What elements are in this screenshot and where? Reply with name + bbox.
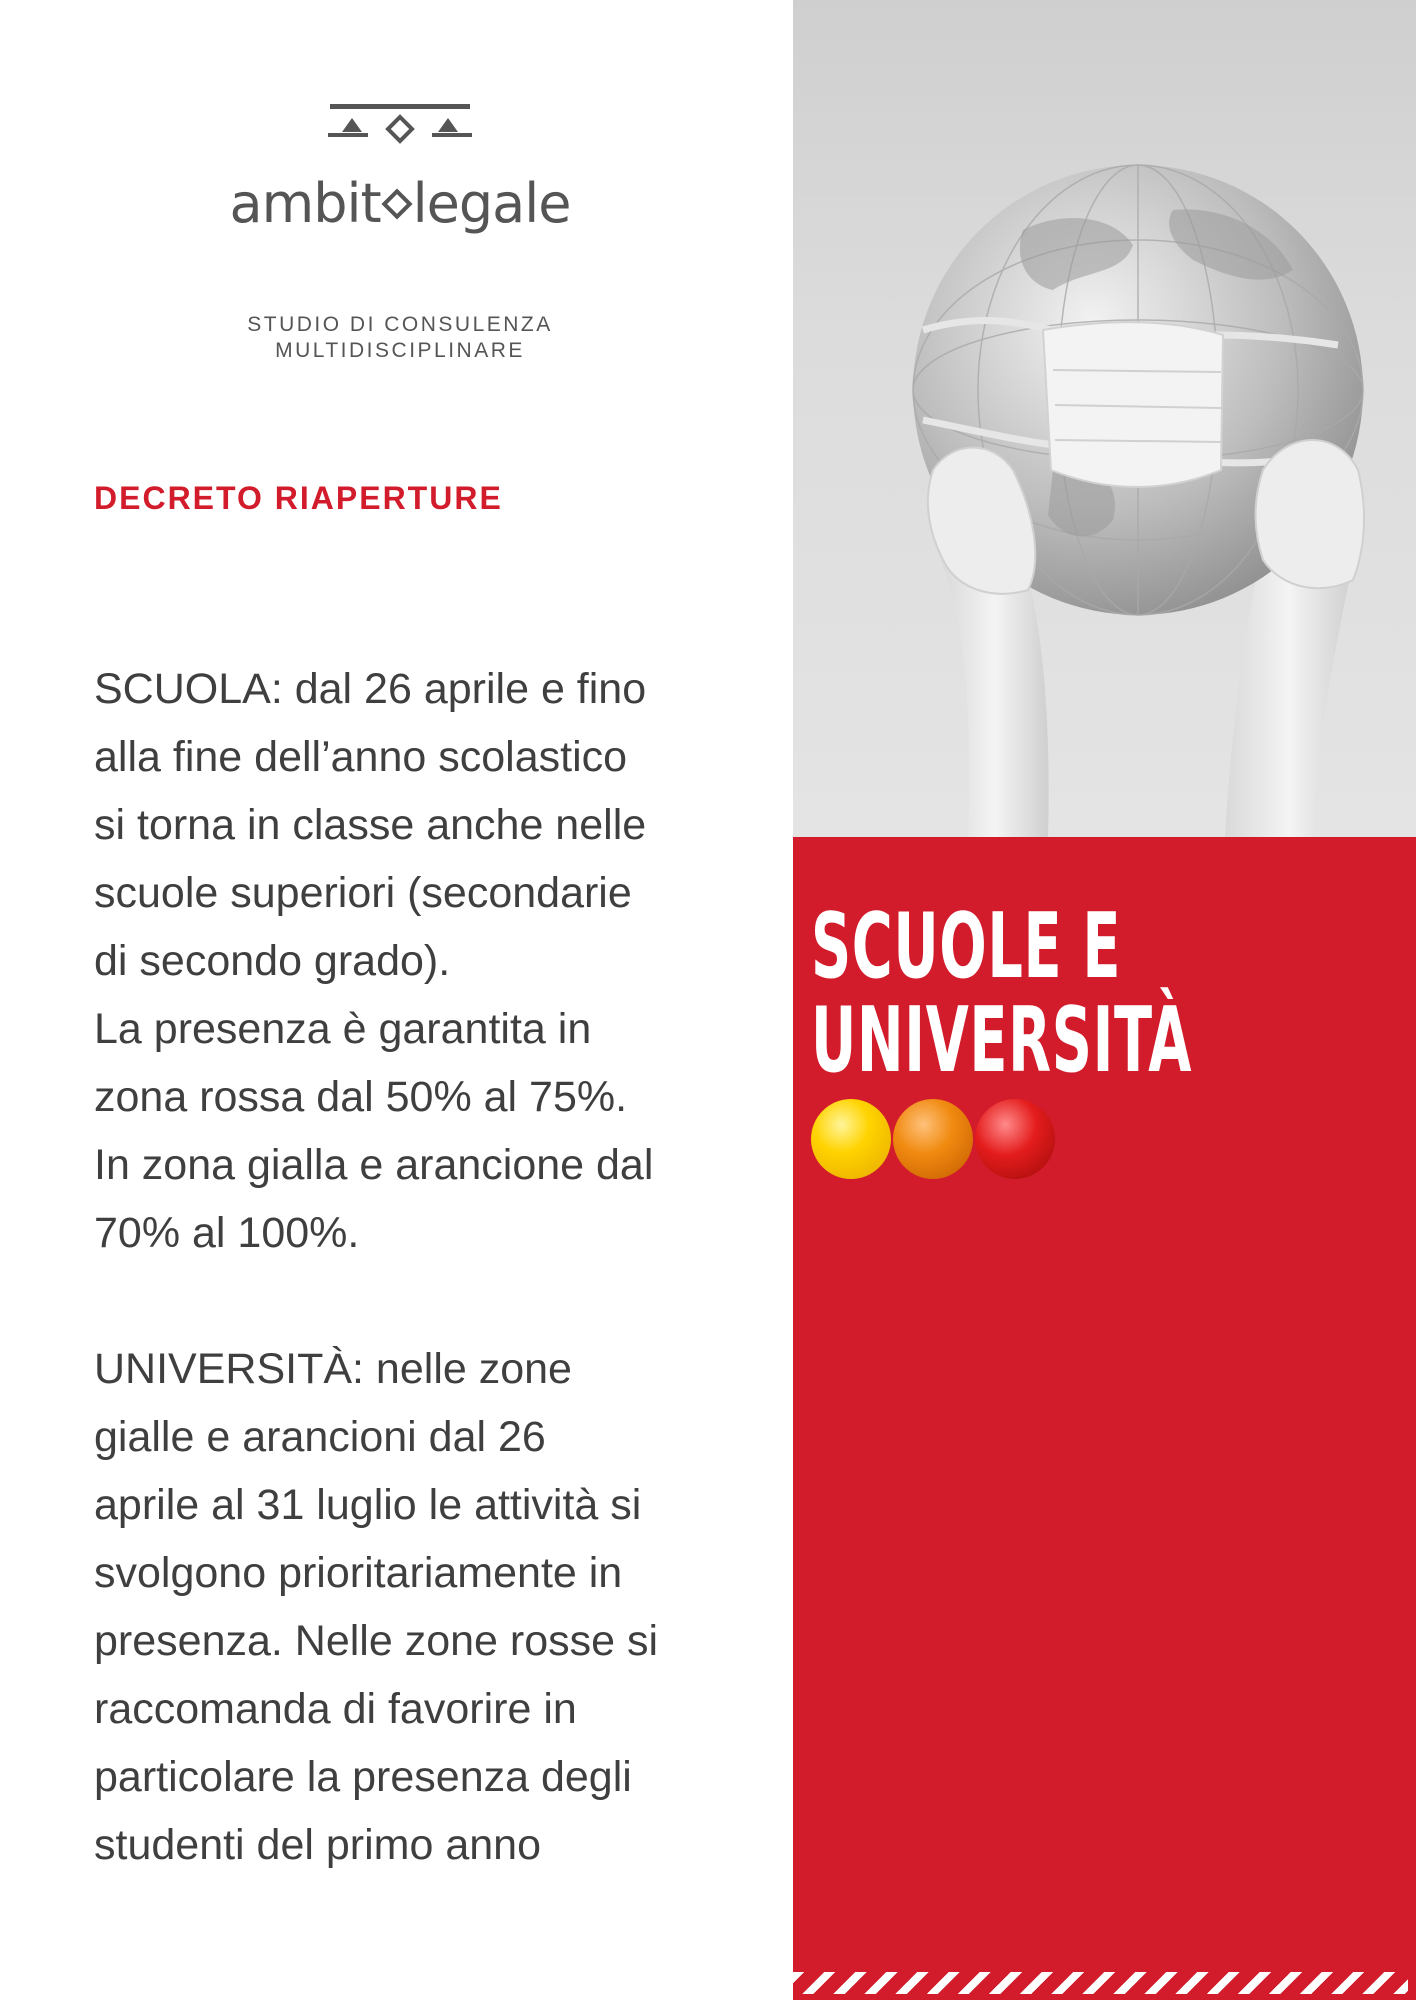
tagline-line: MULTIDISCIPLINARE xyxy=(275,339,525,362)
text-line: si torna in classe anche nelle xyxy=(94,801,647,849)
section-kicker: DECRETO RIAPERTURE xyxy=(94,480,503,516)
paragraph-gap xyxy=(94,1267,784,1335)
tagline xyxy=(180,312,620,364)
text-line: studenti del primo anno xyxy=(94,1821,542,1869)
paragraph-school xyxy=(94,655,784,1267)
striped-border xyxy=(793,1972,1408,1994)
text-line: particolare la presenza degli xyxy=(94,1753,632,1801)
text-line: scuole superiori (secondarie xyxy=(94,869,632,917)
text-line: raccomanda di favorire in xyxy=(94,1685,577,1733)
text-line: In zona gialla e arancione dal xyxy=(94,1141,654,1189)
tagline-line: STUDIO DI CONSULENZA xyxy=(247,313,553,336)
red-circle-icon xyxy=(975,1099,1055,1179)
masked-globe-image xyxy=(793,0,1416,837)
body-text xyxy=(94,655,784,1879)
text-line: UNIVERSITÀ: nelle zone xyxy=(94,1345,572,1393)
panel-title-line: UNIVERSITÀ xyxy=(811,988,1193,1093)
globe-illustration xyxy=(793,0,1416,837)
right-glove xyxy=(1256,440,1365,588)
orange-circle-icon xyxy=(893,1099,973,1179)
yellow-circle-icon xyxy=(811,1099,891,1179)
text-line: di secondo grado). xyxy=(94,937,451,985)
logo-wordmark xyxy=(200,172,600,235)
text-line: 70% al 100%. xyxy=(94,1209,360,1257)
paragraph-university xyxy=(94,1335,784,1879)
text-line: alla fine dell’anno scolastico xyxy=(94,733,628,781)
text-line: presenza. Nelle zone rosse si xyxy=(94,1617,659,1665)
panel-title xyxy=(811,894,1193,1093)
red-panel xyxy=(793,837,1416,2000)
text-line: La presenza è garantita in xyxy=(94,1005,592,1053)
logo-word-left: ambit xyxy=(229,172,381,235)
text-line: aprile al 31 luglio le attività si xyxy=(94,1481,642,1529)
left-arm xyxy=(941,560,1049,837)
diamond-icon xyxy=(381,189,412,220)
text-line: SCUOLA: dal 26 aprile e fino xyxy=(94,665,647,713)
logo-word-right: legale xyxy=(412,172,571,235)
brand-logo xyxy=(200,90,600,280)
text-line: svolgono prioritariamente in xyxy=(94,1549,623,1597)
text-line: gialle e arancioni dal 26 xyxy=(94,1413,546,1461)
text-line: zona rossa dal 50% al 75%. xyxy=(94,1073,628,1121)
panel-title-line: SCUOLE E xyxy=(811,894,1122,999)
balance-diamond-icon xyxy=(200,90,600,150)
